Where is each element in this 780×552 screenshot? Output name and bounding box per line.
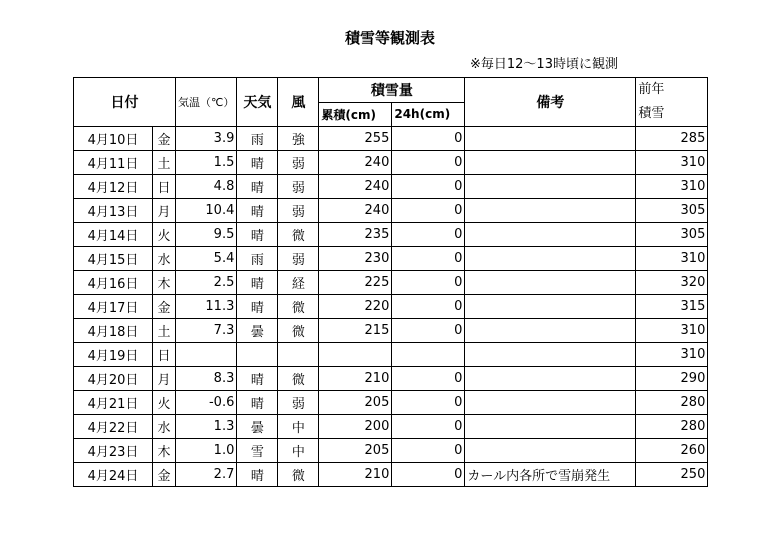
remarks-cell bbox=[465, 319, 636, 343]
temp-cell bbox=[176, 343, 237, 367]
header-snow-group: 積雪量 bbox=[319, 78, 465, 103]
prev-year-cell: 305 bbox=[636, 223, 708, 247]
prev-year-cell: 310 bbox=[636, 319, 708, 343]
header-snow-24h: 24h(cm) bbox=[392, 102, 465, 127]
prev-year-cell: 305 bbox=[636, 199, 708, 223]
weather-cell: 晴 bbox=[237, 295, 278, 319]
table-row bbox=[74, 271, 708, 295]
snow-total-cell: 205 bbox=[319, 439, 392, 463]
prev-year-cell: 310 bbox=[636, 343, 708, 367]
table-row bbox=[74, 319, 708, 343]
snow-total-cell: 240 bbox=[319, 199, 392, 223]
snow-24h-cell: 0 bbox=[392, 175, 465, 199]
header-date: 日付 bbox=[74, 78, 176, 127]
temp-cell: -0.6 bbox=[176, 391, 237, 415]
weather-cell: 晴 bbox=[237, 151, 278, 175]
weekday-cell: 土 bbox=[153, 319, 176, 343]
snow-24h-cell: 0 bbox=[392, 415, 465, 439]
wind-cell: 微 bbox=[278, 463, 319, 487]
table-row bbox=[74, 247, 708, 271]
wind-cell: 弱 bbox=[278, 391, 319, 415]
temp-cell: 7.3 bbox=[176, 319, 237, 343]
remarks-cell bbox=[465, 247, 636, 271]
snow-total-cell: 240 bbox=[319, 175, 392, 199]
snow-total-cell: 215 bbox=[319, 319, 392, 343]
prev-year-cell: 290 bbox=[636, 367, 708, 391]
wind-cell: 微 bbox=[278, 223, 319, 247]
table-body bbox=[74, 127, 708, 487]
weekday-cell: 水 bbox=[153, 247, 176, 271]
snow-24h-cell bbox=[392, 343, 465, 367]
prev-year-cell: 250 bbox=[636, 463, 708, 487]
snow-24h-cell: 0 bbox=[392, 295, 465, 319]
remarks-cell bbox=[465, 295, 636, 319]
remarks-cell bbox=[465, 391, 636, 415]
header-prev-year-line1: 前年 bbox=[638, 82, 665, 97]
prev-year-cell: 310 bbox=[636, 175, 708, 199]
temp-cell: 1.5 bbox=[176, 151, 237, 175]
table-row bbox=[74, 463, 708, 487]
header-wind: 風 bbox=[278, 78, 319, 127]
remarks-cell bbox=[465, 367, 636, 391]
temp-cell: 2.5 bbox=[176, 271, 237, 295]
weekday-cell: 金 bbox=[153, 463, 176, 487]
weather-cell: 晴 bbox=[237, 271, 278, 295]
prev-year-cell: 315 bbox=[636, 295, 708, 319]
date-cell: 4月10日 bbox=[74, 127, 153, 151]
remarks-cell bbox=[465, 151, 636, 175]
header-temp: 気温（℃） bbox=[176, 78, 237, 127]
header-weather: 天気 bbox=[237, 78, 278, 127]
weather-cell: 晴 bbox=[237, 175, 278, 199]
wind-cell: 弱 bbox=[278, 151, 319, 175]
snow-total-cell bbox=[319, 343, 392, 367]
prev-year-cell: 285 bbox=[636, 127, 708, 151]
page-title: 積雪等観測表 bbox=[344, 29, 435, 47]
weekday-cell: 月 bbox=[153, 199, 176, 223]
snow-total-cell: 220 bbox=[319, 295, 392, 319]
date-cell: 4月13日 bbox=[74, 199, 153, 223]
header-remarks: 備考 bbox=[465, 78, 636, 127]
weekday-cell: 火 bbox=[153, 223, 176, 247]
weekday-cell: 木 bbox=[153, 271, 176, 295]
remarks-cell bbox=[465, 199, 636, 223]
remarks-cell bbox=[465, 439, 636, 463]
weekday-cell: 火 bbox=[153, 391, 176, 415]
weather-cell: 曇 bbox=[237, 319, 278, 343]
remarks-cell bbox=[465, 343, 636, 367]
wind-cell: 弱 bbox=[278, 199, 319, 223]
table-row bbox=[74, 199, 708, 223]
temp-cell: 4.8 bbox=[176, 175, 237, 199]
wind-cell: 中 bbox=[278, 439, 319, 463]
table-row bbox=[74, 343, 708, 367]
snow-total-cell: 235 bbox=[319, 223, 392, 247]
date-cell: 4月14日 bbox=[74, 223, 153, 247]
weekday-cell: 金 bbox=[153, 127, 176, 151]
wind-cell bbox=[278, 343, 319, 367]
wind-cell: 微 bbox=[278, 367, 319, 391]
date-cell: 4月20日 bbox=[74, 367, 153, 391]
snow-24h-cell: 0 bbox=[392, 463, 465, 487]
weather-cell: 晴 bbox=[237, 391, 278, 415]
table-row bbox=[74, 439, 708, 463]
weather-cell: 晴 bbox=[237, 367, 278, 391]
snow-24h-cell: 0 bbox=[392, 391, 465, 415]
remarks-cell bbox=[465, 127, 636, 151]
weekday-cell: 木 bbox=[153, 439, 176, 463]
snow-24h-cell: 0 bbox=[392, 439, 465, 463]
wind-cell: 中 bbox=[278, 415, 319, 439]
temp-cell: 3.9 bbox=[176, 127, 237, 151]
wind-cell: 強 bbox=[278, 127, 319, 151]
weather-cell bbox=[237, 343, 278, 367]
date-cell: 4月23日 bbox=[74, 439, 153, 463]
date-cell: 4月21日 bbox=[74, 391, 153, 415]
prev-year-cell: 260 bbox=[636, 439, 708, 463]
table-row bbox=[74, 391, 708, 415]
snow-24h-cell: 0 bbox=[392, 319, 465, 343]
weather-cell: 雪 bbox=[237, 439, 278, 463]
remarks-cell: カール内各所で雪崩発生 bbox=[465, 463, 636, 487]
date-cell: 4月16日 bbox=[74, 271, 153, 295]
remarks-cell bbox=[465, 415, 636, 439]
date-cell: 4月15日 bbox=[74, 247, 153, 271]
snow-24h-cell: 0 bbox=[392, 271, 465, 295]
weekday-cell: 水 bbox=[153, 415, 176, 439]
temp-cell: 1.0 bbox=[176, 439, 237, 463]
header-snow-total: 累積(cm) bbox=[319, 102, 392, 127]
snow-total-cell: 230 bbox=[319, 247, 392, 271]
table-row bbox=[74, 415, 708, 439]
snow-24h-cell: 0 bbox=[392, 151, 465, 175]
snow-total-cell: 200 bbox=[319, 415, 392, 439]
prev-year-cell: 280 bbox=[636, 391, 708, 415]
weather-cell: 晴 bbox=[237, 223, 278, 247]
date-cell: 4月11日 bbox=[74, 151, 153, 175]
temp-cell: 2.7 bbox=[176, 463, 237, 487]
weather-cell: 雨 bbox=[237, 247, 278, 271]
table-row bbox=[74, 295, 708, 319]
date-cell: 4月19日 bbox=[74, 343, 153, 367]
snow-24h-cell: 0 bbox=[392, 223, 465, 247]
snow-24h-cell: 0 bbox=[392, 199, 465, 223]
remarks-cell bbox=[465, 223, 636, 247]
wind-cell: 微 bbox=[278, 295, 319, 319]
snow-24h-cell: 0 bbox=[392, 127, 465, 151]
date-cell: 4月18日 bbox=[74, 319, 153, 343]
wind-cell: 経 bbox=[278, 271, 319, 295]
weekday-cell: 日 bbox=[153, 175, 176, 199]
wind-cell: 弱 bbox=[278, 175, 319, 199]
snow-total-cell: 210 bbox=[319, 463, 392, 487]
temp-cell: 10.4 bbox=[176, 199, 237, 223]
snow-total-cell: 210 bbox=[319, 367, 392, 391]
wind-cell: 微 bbox=[278, 319, 319, 343]
weekday-cell: 日 bbox=[153, 343, 176, 367]
weather-cell: 晴 bbox=[237, 199, 278, 223]
remarks-cell bbox=[465, 271, 636, 295]
table-row bbox=[74, 367, 708, 391]
header-prev-year bbox=[636, 78, 708, 127]
temp-cell: 1.3 bbox=[176, 415, 237, 439]
snow-total-cell: 240 bbox=[319, 151, 392, 175]
date-cell: 4月12日 bbox=[74, 175, 153, 199]
temp-cell: 11.3 bbox=[176, 295, 237, 319]
weather-cell: 晴 bbox=[237, 463, 278, 487]
snow-observation-table bbox=[73, 77, 708, 487]
table-row bbox=[74, 175, 708, 199]
date-cell: 4月24日 bbox=[74, 463, 153, 487]
table-row bbox=[74, 151, 708, 175]
weather-cell: 曇 bbox=[237, 415, 278, 439]
temp-cell: 5.4 bbox=[176, 247, 237, 271]
prev-year-cell: 320 bbox=[636, 271, 708, 295]
table-row bbox=[74, 223, 708, 247]
temp-cell: 9.5 bbox=[176, 223, 237, 247]
snow-total-cell: 205 bbox=[319, 391, 392, 415]
date-cell: 4月22日 bbox=[74, 415, 153, 439]
snow-total-cell: 255 bbox=[319, 127, 392, 151]
weekday-cell: 金 bbox=[153, 295, 176, 319]
remarks-cell bbox=[465, 175, 636, 199]
weekday-cell: 土 bbox=[153, 151, 176, 175]
prev-year-cell: 310 bbox=[636, 247, 708, 271]
prev-year-cell: 310 bbox=[636, 151, 708, 175]
wind-cell: 弱 bbox=[278, 247, 319, 271]
prev-year-cell: 280 bbox=[636, 415, 708, 439]
weekday-cell: 月 bbox=[153, 367, 176, 391]
snow-24h-cell: 0 bbox=[392, 247, 465, 271]
table-row bbox=[74, 127, 708, 151]
snow-total-cell: 225 bbox=[319, 271, 392, 295]
snow-24h-cell: 0 bbox=[392, 367, 465, 391]
temp-cell: 8.3 bbox=[176, 367, 237, 391]
header-prev-year-line2: 積雪 bbox=[638, 106, 665, 121]
weather-cell: 雨 bbox=[237, 127, 278, 151]
observation-note: ※毎日12～13時頃に観測 bbox=[470, 57, 618, 72]
date-cell: 4月17日 bbox=[74, 295, 153, 319]
